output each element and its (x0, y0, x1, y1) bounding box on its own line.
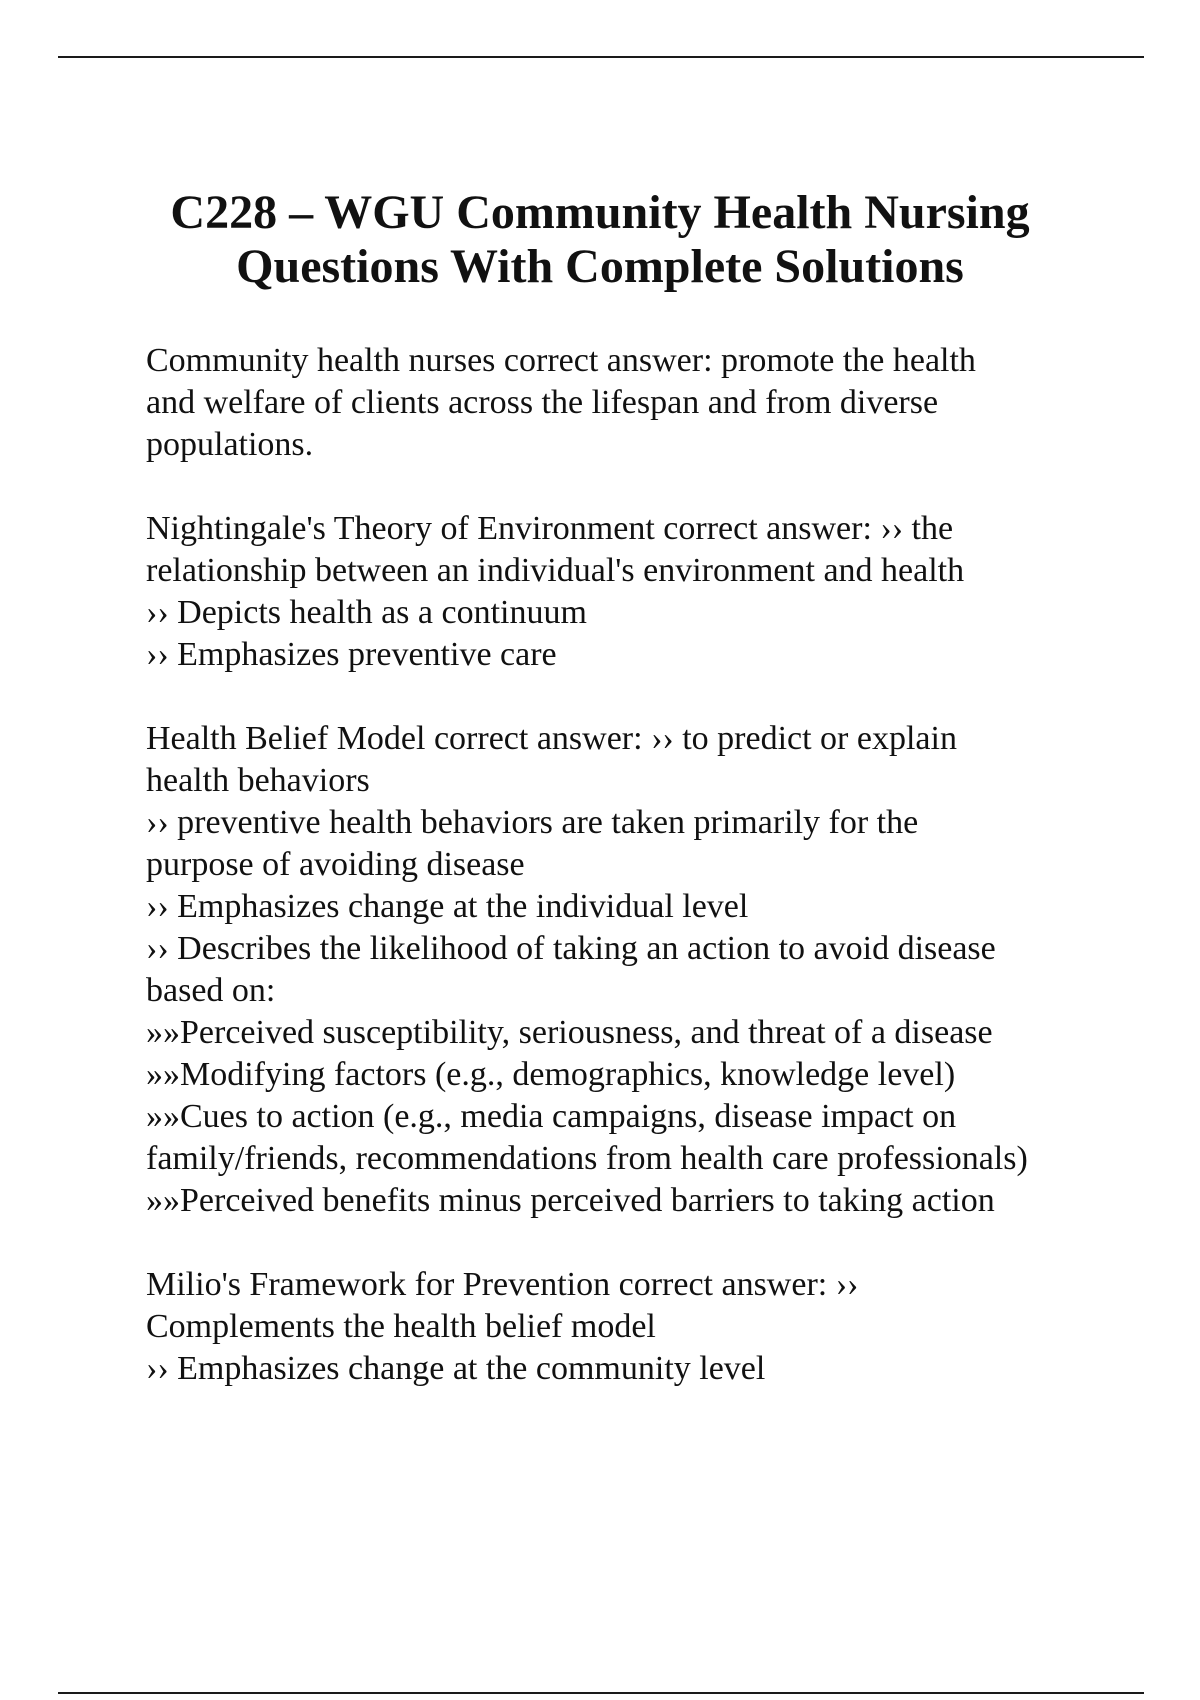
entry-line: purpose of avoiding disease (146, 846, 525, 883)
entry-line: Complements the health belief model (146, 1308, 656, 1345)
qa-entry-nightingale-theory (146, 508, 1146, 676)
entry-line: »»Perceived susceptibility, seriousness, and threat of a disease (146, 1014, 993, 1051)
entry-line: Health Belief Model correct answer: ›› to predict or explain (146, 720, 957, 757)
qa-entry-health-belief-model (146, 718, 1146, 1222)
entry-line: ›› Depicts health as a continuum (146, 594, 587, 631)
entry-line: family/friends, recommendations from health care professionals) (146, 1140, 1028, 1177)
entry-line: Nightingale's Theory of Environment correct answer: ›› the (146, 510, 954, 547)
entry-line: relationship between an individual's environment and health (146, 552, 965, 589)
bottom-divider (58, 1692, 1144, 1694)
entry-line: and welfare of clients across the lifespan and from diverse (146, 384, 939, 421)
entry-line: ›› Emphasizes preventive care (146, 636, 557, 673)
entry-line: health behaviors (146, 762, 370, 799)
entry-line: based on: (146, 972, 276, 1009)
entry-line: ›› Emphasizes change at the community level (146, 1350, 766, 1387)
title-line: Questions With Complete Solutions (236, 240, 964, 293)
entry-line: ›› Emphasizes change at the individual level (146, 888, 749, 925)
title-line: C228 – WGU Community Health Nursing (170, 186, 1030, 239)
entry-line: Milio's Framework for Prevention correct answer: ›› (146, 1266, 859, 1303)
entry-line: ›› Describes the likelihood of taking an action to avoid disease (146, 930, 996, 967)
entry-line: Community health nurses correct answer: promote the health (146, 342, 976, 379)
entry-line: »»Modifying factors (e.g., demographics, knowledge level) (146, 1056, 956, 1093)
qa-entry-community-health-nurses (146, 340, 1146, 466)
entry-line: »»Perceived benefits minus perceived barriers to taking action (146, 1182, 995, 1219)
qa-entry-milio-framework (146, 1264, 1146, 1390)
top-divider (58, 56, 1144, 58)
entry-line: ›› preventive health behaviors are taken primarily for the (146, 804, 919, 841)
entry-line: populations. (146, 426, 314, 463)
entry-line: »»Cues to action (e.g., media campaigns, disease impact on (146, 1098, 957, 1135)
document-title (60, 186, 1140, 294)
document-body (146, 340, 1146, 1432)
